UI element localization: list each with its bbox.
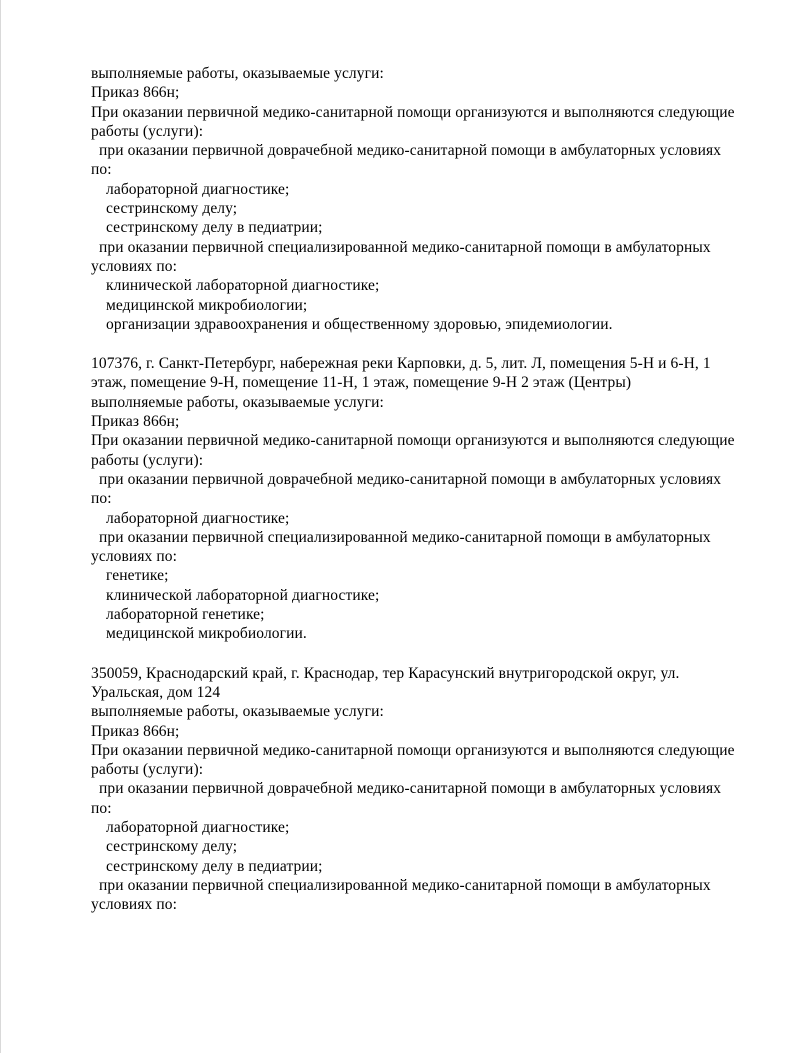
text-line: 350059, Краснодарский край, г. Краснодар, тер Карасунский внутригородской округ, ул. [91,664,680,682]
text-line: условиях по: [91,257,178,275]
text-line: сестринскому делу в педиатрии; [106,857,323,875]
text-line: этаж, помещение 9-Н, помещение 11-Н, 1 этаж, помещение 9-Н 2 этаж (Центры) [91,374,632,392]
text-line: Приказ 866н; [91,413,180,431]
text-line: условиях по: [91,896,178,914]
text-line: работы (услуги): [91,451,204,469]
document-section [91,354,753,643]
text-line: медицинской микробиологии; [106,296,308,314]
text-line: при оказании первичной специализированной медико-санитарной помощи в амбулаторных [99,528,711,546]
document-section [91,664,753,915]
text-line: 107376, г. Санкт-Петербург, набережная реки Карповки, д. 5, лит. Л, помещения 5-Н и 6-Н, 1 [91,355,711,373]
document-section [91,64,753,334]
text-line: лабораторной диагностике; [106,818,290,836]
text-line: сестринскому делу; [106,838,238,856]
text-line: При оказании первичной медико-санитарной помощи организуются и выполняются следующие [91,103,735,121]
text-line: организации здравоохранения и общественному здоровью, эпидемиологии. [106,315,613,333]
text-line: сестринскому делу в педиатрии; [106,219,323,237]
text-line: работы (услуги): [91,122,204,140]
text-line: сестринскому делу; [106,200,238,218]
text-line: по: [91,490,112,508]
text-line: условиях по: [91,548,178,566]
page-left-edge [0,0,1,1053]
text-line: Приказ 866н; [91,722,180,740]
text-line: по: [91,161,112,179]
text-line: при оказании первичной доврачебной медико-санитарной помощи в амбулаторных условиях [99,142,722,160]
text-line: При оказании первичной медико-санитарной помощи организуются и выполняются следующие [91,741,735,759]
text-line: выполняемые работы, оказываемые услуги: [91,65,384,82]
text-line: При оказании первичной медико-санитарной помощи организуются и выполняются следующие [91,432,735,450]
text-line: Приказ 866н; [91,84,180,102]
text-line: клинической лабораторной диагностике; [106,586,380,604]
text-line: медицинской микробиологии. [106,625,307,643]
text-line: клинической лабораторной диагностике; [106,277,380,295]
text-line: по: [91,799,112,817]
text-line: при оказании первичной специализированной медико-санитарной помощи в амбулаторных [99,238,711,256]
text-line: лабораторной диагностике; [106,509,290,527]
text-line: Уральская, дом 124 [91,683,221,701]
text-line: лабораторной диагностике; [106,180,290,198]
text-line: при оказании первичной доврачебной медико-санитарной помощи в амбулаторных условиях [99,780,722,798]
text-line: генетике; [106,567,169,585]
text-line: при оказании первичной специализированной медико-санитарной помощи в амбулаторных [99,876,711,894]
text-line: работы (услуги): [91,761,204,779]
text-line: при оказании первичной доврачебной медико-санитарной помощи в амбулаторных условиях [99,470,722,488]
text-line: лабораторной генетике; [106,606,265,624]
text-line: выполняемые работы, оказываемые услуги: [91,393,384,411]
text-line: выполняемые работы, оказываемые услуги: [91,703,384,721]
document-body [91,64,753,914]
